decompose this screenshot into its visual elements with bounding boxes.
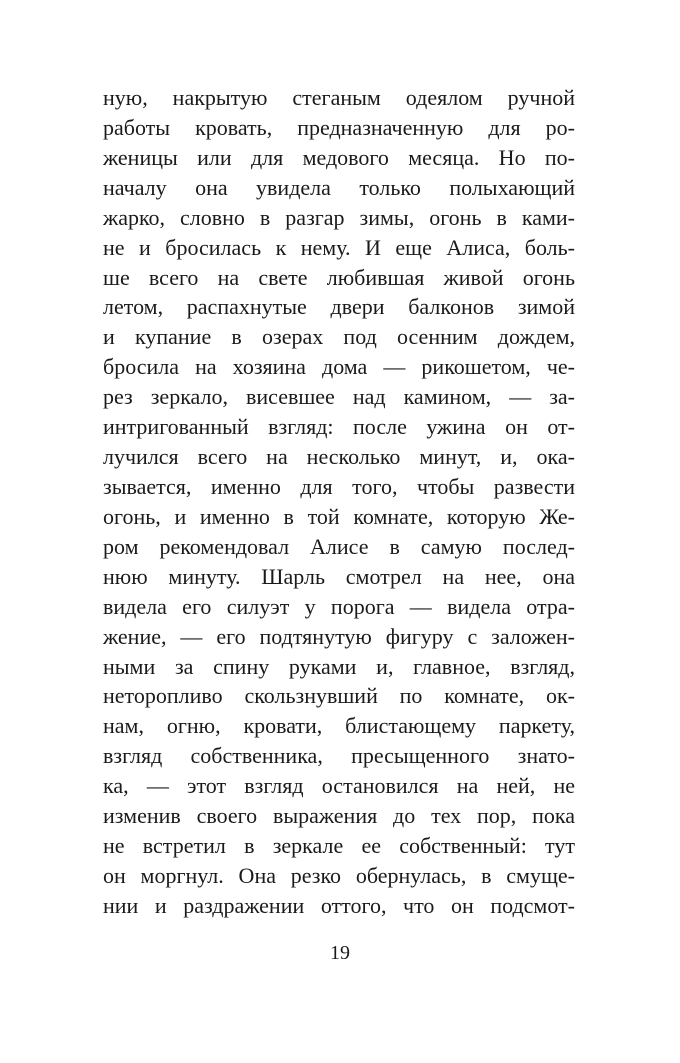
- text-line: ром рекомендовал Алисе в самую послед-: [103, 533, 575, 559]
- text-line: ную, накрытую стеганым одеялом ручной: [103, 85, 575, 110]
- text-line: жение, — его подтянутую фигуру с заложен-: [103, 623, 575, 649]
- text-line: бросила на хозяина дома — рикошетом, че-: [103, 354, 575, 380]
- body-text: [103, 83, 575, 921]
- text-line: зывается, именно для того, чтобы развести: [103, 473, 575, 499]
- text-line: видела его силуэт у порога — видела отра-: [103, 593, 575, 619]
- text-line: огонь, и именно в той комнате, которую Же-: [103, 503, 575, 529]
- text-line: интригованный взгляд: после ужина он от-: [103, 414, 575, 440]
- text-line: нии и раздражении оттого, что он подсмот-: [103, 892, 575, 918]
- text-line: не и бросилась к нему. И еще Алиса, боль-: [103, 234, 575, 260]
- text-line: нюю минуту. Шарль смотрел на нее, она: [103, 563, 575, 589]
- page-number: 19: [330, 942, 350, 964]
- text-line: летом, распахнутые двери балконов зимой: [103, 294, 575, 320]
- text-line: рез зеркало, висевшее над камином, — за-: [103, 384, 575, 410]
- text-line: и купание в озерах под осенним дождем,: [103, 324, 575, 350]
- text-line: ше всего на свете любившая живой огонь: [103, 264, 575, 290]
- text-line: ными за спину руками и, главное, взгляд,: [103, 653, 575, 679]
- text-line: жарко, словно в разгар зимы, огонь в ками-: [103, 204, 575, 230]
- text-line: нам, огню, кровати, блистающему паркету,: [103, 713, 575, 739]
- text-line: началу она увидела только полыхающий: [103, 174, 575, 200]
- text-line: взгляд собственника, пресыщенного знато-: [103, 743, 575, 769]
- text-line: ка, — этот взгляд остановился на ней, не: [103, 773, 575, 799]
- text-line: работы кровать, предназначенную для ро-: [103, 114, 575, 140]
- text-line: женицы или для медового месяца. Но по-: [103, 144, 575, 170]
- text-line: не встретил в зеркале ее собственный: тут: [103, 833, 575, 859]
- text-line: изменив своего выражения до тех пор, пока: [103, 803, 575, 829]
- text-line: он моргнул. Она резко обернулась, в смуще-: [103, 862, 575, 888]
- text-line: неторопливо скользнувший по комнате, ок-: [103, 683, 575, 709]
- text-line: лучился всего на несколько минут, и, ока-: [103, 444, 575, 470]
